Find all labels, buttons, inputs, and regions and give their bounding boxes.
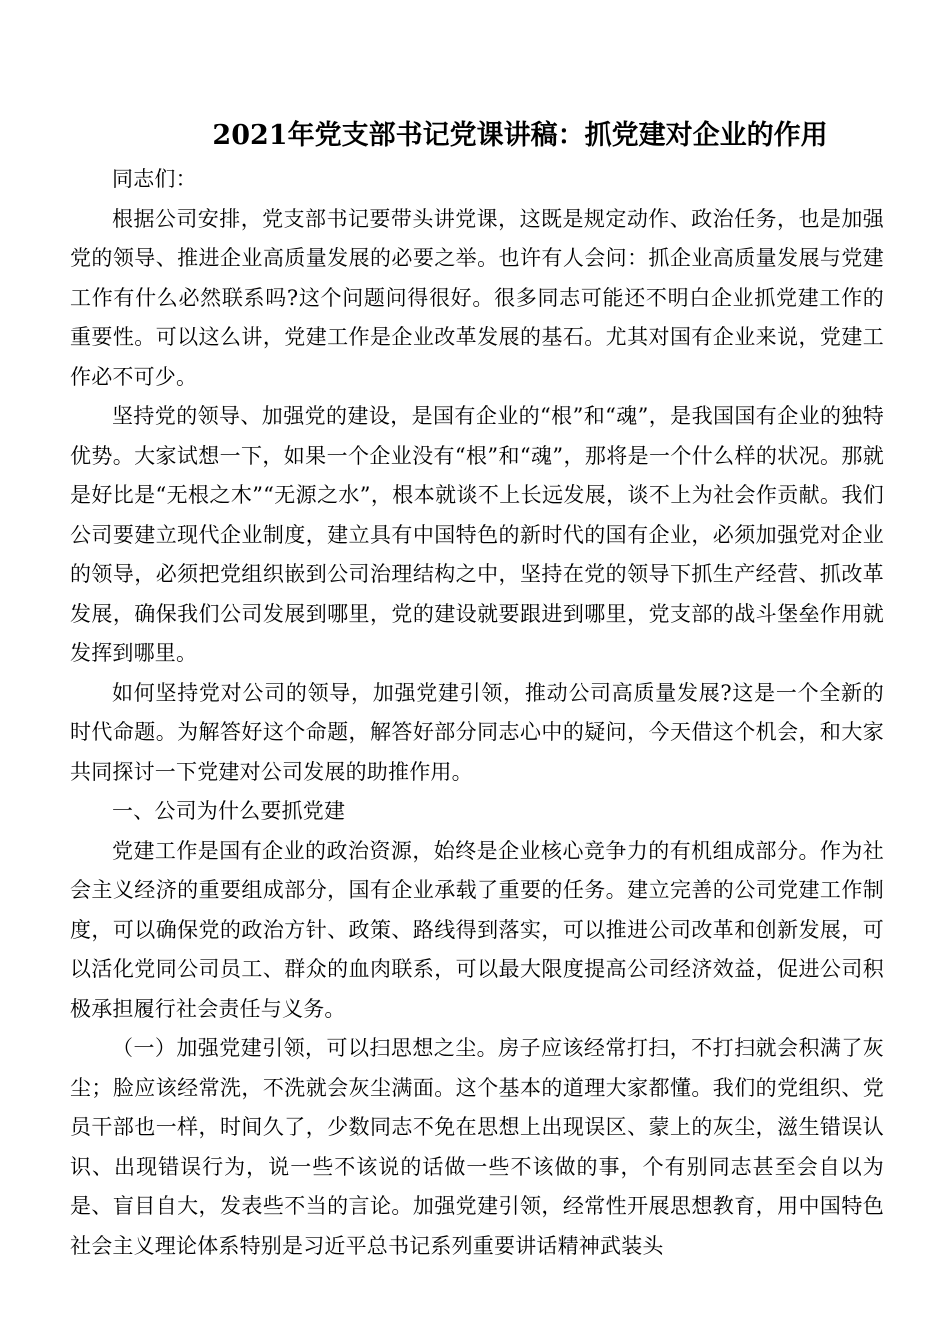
document-body <box>70 160 884 1266</box>
paragraph: 坚持党的领导、加强党的建设，是国有企业的“根”和“魂”，是我国国有企业的独特优势。大家试想一下，如果一个企业没有“根”和“魂”，那将是一个什么样的状况。那就是好比是“无根之木”“无源之水”，根本就谈不上长远发展，谈不上为社会作贡献。我们公司要建立现代企业制度，建立具有中国特色的新时代的国有企业，必须加强党对企业的领导，必须把党组织嵌到公司治理结构之中，坚持在党的领导下抓生产经营、抓改革发展，确保我们公司发展到哪里，党的建设就要跟进到哪里，党支部的战斗堡垒作用就发挥到哪里。 <box>70 404 884 665</box>
paragraph: 如何坚持党对公司的领导，加强党建引领，推动公司高质量发展?这是一个全新的时代命题。为解答好这个命题，解答好部分同志心中的疑问，今天借这个机会，和大家共同探讨一下党建对公司发展的助推作用。 <box>70 680 884 784</box>
paragraph: 党建工作是国有企业的政治资源，始终是企业核心竞争力的有机组成部分。作为社会主义经济的重要组成部分，国有企业承载了重要的任务。建立完善的公司党建工作制度，可以确保党的政治方针、政策、路线得到落实，可以推进公司改革和创新发展，可以活化党同公司员工、群众的血肉联系，可以最大限度提高公司经济效益，促进公司积极承担履行社会责任与义务。 <box>70 838 884 1021</box>
section-heading: 一、公司为什么要抓党建 <box>112 799 346 823</box>
document-title: 2021年党支部书记党课讲稿：抓党建对企业的作用 <box>212 120 828 152</box>
paragraph: 根据公司安排，党支部书记要带头讲党课，这既是规定动作、政治任务，也是加强党的领导、推进企业高质量发展的必要之举。也许有人会问：抓企业高质量发展与党建工作有什么必然联系吗?这个问题问得很好。很多同志可能还不明白企业抓党建工作的重要性。可以这么讲，党建工作是企业改革发展的基石。尤其对国有企业来说，党建工作必不可少。 <box>70 206 884 389</box>
salutation: 同志们： <box>112 167 197 191</box>
paragraph: （一）加强党建引领，可以扫思想之尘。房子应该经常打扫，不打扫就会积满了灰尘；脸应该经常洗，不洗就会灰尘满面。这个基本的道理大家都懂。我们的党组织、党员干部也一样，时间久了，少数同志不免在思想上出现误区、蒙上的灰尘，滋生错误认识、出现错误行为，说一些不该说的话做一些不该做的事，个有别同志甚至会自以为是、盲目自大，发表些不当的言论。加强党建引领，经常性开展思想教育，用中国特色社会主义理论体系特别是习近平总书记系列重要讲话精神武装头 <box>70 1036 884 1258</box>
